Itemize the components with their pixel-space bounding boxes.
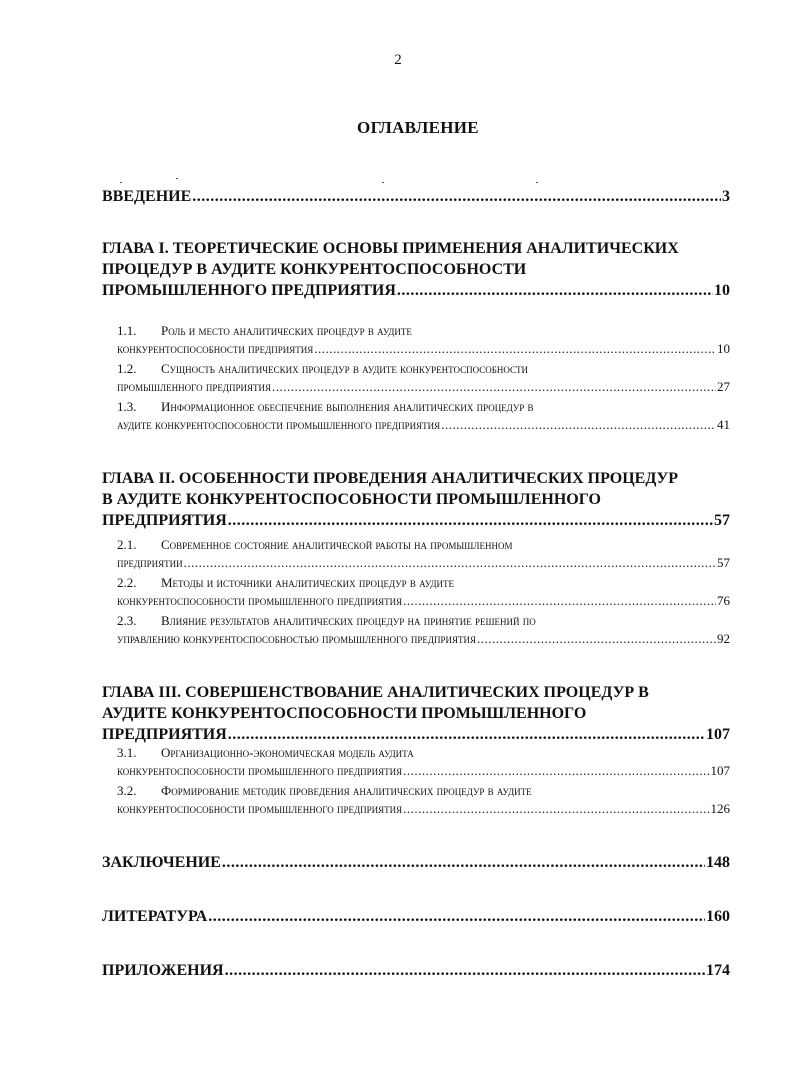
chapter-title-line: В АУДИТЕ КОНКУРЕНТОСПОСОБНОСТИ ПРОМЫШЛЕННОГО	[102, 491, 601, 508]
entry-page: 10	[717, 341, 730, 356]
entry-label: ЗАКЛЮЧЕНИЕ	[102, 854, 221, 871]
entry-label: ПРИЛОЖЕНИЯ	[102, 962, 224, 979]
chapter-title-line: ПРОЦЕДУР В АУДИТЕ КОНКУРЕНТОСПОСОБНОСТИ	[102, 261, 527, 278]
section-number: 3.1.	[117, 745, 137, 760]
toc-entry-section-1-3[interactable]	[117, 398, 730, 434]
toc-entry-literature[interactable]	[102, 906, 730, 927]
section-title: Методы и источники аналитических процедур в аудите	[161, 575, 454, 590]
leader-dots	[184, 554, 716, 572]
section-number: 1.2.	[117, 361, 137, 376]
toc-entry-chapter-1[interactable]	[102, 238, 730, 301]
entry-page: 76	[717, 593, 730, 608]
entry-page: 3	[722, 188, 730, 205]
leader-dots	[228, 724, 705, 745]
chapter-title-line: АУДИТЕ КОНКУРЕНТОСПОСОБНОСТИ ПРОМЫШЛЕННОГО	[102, 705, 587, 722]
leader-dots	[477, 630, 716, 648]
entry-page: 10	[714, 282, 730, 299]
entry-page: 92	[717, 631, 730, 646]
leader-dots	[403, 592, 716, 610]
chapter-title-line: ГЛАВА II. ОСОБЕННОСТИ ПРОВЕДЕНИЯ АНАЛИТИЧЕСКИХ ПРОЦЕДУР	[102, 470, 679, 487]
scan-speck	[382, 182, 384, 183]
toc-entry-section-2-1[interactable]	[117, 536, 730, 572]
toc-entry-section-1-2[interactable]	[117, 360, 730, 396]
chapter-title-line: ГЛАВА III. СОВЕРШЕНСТВОВАНИЕ АНАЛИТИЧЕСКИХ ПРОЦЕДУР В	[102, 684, 649, 701]
leader-dots	[222, 852, 705, 873]
section-number: 2.3.	[117, 613, 137, 628]
entry-label: ВВЕДЕНИЕ	[102, 188, 192, 205]
toc-entry-chapter-2[interactable]	[102, 468, 730, 531]
section-title: Современное состояние аналитической работы на промышленном	[161, 537, 513, 552]
chapter-title-line: ПРОМЫШЛЕННОГО ПРЕДПРИЯТИЯ	[102, 282, 396, 299]
section-title-cont: управлению конкурентоспособностью промышленного предприятия	[117, 631, 477, 646]
section-title: Информационное обеспечение выполнения аналитических процедур в	[161, 399, 534, 414]
section-title-cont: предприятии	[117, 555, 183, 570]
section-title: Влияние результатов аналитических процедур на принятие решений по	[161, 613, 536, 628]
scan-speck	[120, 182, 122, 183]
section-title-cont: промышленного предприятия	[117, 379, 272, 394]
section-title-cont: конкурентоспособности предприятия	[117, 341, 314, 356]
section-number: 2.2.	[117, 575, 137, 590]
page-number: 2	[394, 52, 402, 68]
entry-page: 27	[717, 379, 730, 394]
section-number: 1.1.	[117, 323, 137, 338]
section-title: Сущность аналитических процедур в аудите конкурентоспособности	[161, 361, 528, 376]
toc-entry-section-3-2[interactable]	[117, 782, 730, 818]
entry-page: 126	[710, 801, 730, 816]
section-title: Организационно-экономическая модель аудита	[161, 745, 414, 760]
leader-dots	[403, 800, 709, 818]
leader-dots	[272, 378, 716, 396]
leader-dots	[225, 960, 705, 981]
toc-entry-section-2-3[interactable]	[117, 612, 730, 648]
chapter-title-line: ГЛАВА I. ТЕОРЕТИЧЕСКИЕ ОСНОВЫ ПРИМЕНЕНИЯ АНАЛИТИЧЕСКИХ	[102, 240, 679, 257]
section-title-cont: конкурентоспособности промышленного предприятия	[117, 593, 403, 608]
entry-label: ЛИТЕРАТУРА	[102, 908, 208, 925]
toc-entry-section-1-1[interactable]	[117, 322, 730, 358]
leader-dots	[208, 906, 705, 927]
chapter-title-line: ПРЕДПРИЯТИЯ	[102, 726, 227, 743]
leader-dots	[397, 280, 713, 301]
entry-page: 41	[717, 417, 730, 432]
toc-entry-appendices[interactable]	[102, 960, 730, 981]
toc-entry-section-3-1[interactable]	[117, 744, 730, 780]
page-title: ОГЛАВЛЕНИЕ	[357, 118, 479, 137]
leader-dots	[441, 416, 716, 434]
entry-page: 148	[706, 854, 730, 871]
entry-page: 57	[714, 512, 730, 529]
toc-entry-conclusion[interactable]	[102, 852, 730, 873]
toc-entry-chapter-3[interactable]	[102, 682, 730, 745]
section-title-cont: конкурентоспособности промышленного предприятия	[117, 801, 403, 816]
toc-entry-introduction[interactable]	[102, 186, 730, 207]
toc-entry-section-2-2[interactable]	[117, 574, 730, 610]
leader-dots	[228, 510, 713, 531]
chapter-title-line: ПРЕДПРИЯТИЯ	[102, 512, 227, 529]
scan-speck	[176, 178, 178, 179]
entry-page: 160	[706, 908, 730, 925]
section-number: 3.2.	[117, 783, 137, 798]
entry-page: 174	[706, 962, 730, 979]
scan-speck	[536, 182, 538, 183]
entry-page: 57	[717, 555, 730, 570]
leader-dots	[403, 762, 709, 780]
section-title-cont: конкурентоспособности промышленного предприятия	[117, 763, 403, 778]
section-title: Формирование методик проведения аналитических процедур в аудите	[161, 783, 532, 798]
leader-dots	[314, 340, 716, 358]
section-title-cont: аудите конкурентоспособности промышленного предприятия	[117, 417, 441, 432]
entry-page: 107	[710, 763, 730, 778]
section-title: Роль и место аналитических процедур в аудите	[161, 323, 412, 338]
entry-page: 107	[706, 726, 730, 743]
leader-dots	[192, 186, 721, 207]
section-number: 1.3.	[117, 399, 137, 414]
section-number: 2.1.	[117, 537, 137, 552]
